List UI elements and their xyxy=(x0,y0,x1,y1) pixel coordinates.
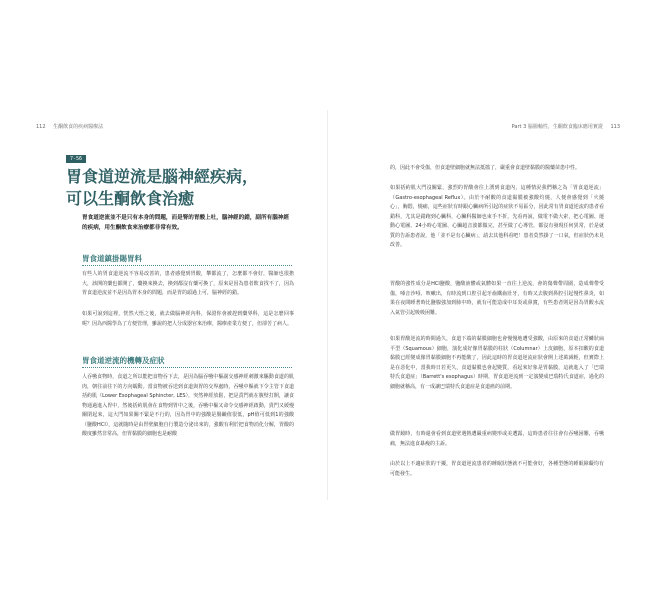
right-page-number: 113 xyxy=(610,124,620,130)
left-page xyxy=(30,110,328,500)
right-page xyxy=(328,110,626,500)
right-paragraph-5: 做胃鏡時，有時還會看到食道壁遇熱遭嚴重病變形或美遭露，這時患者往往會有吞嚥困難，吞嚥痛，無法進食暴瘦的主訴。 xyxy=(390,431,604,447)
lead-paragraph: 胃食道逆流並不是只有本身的問題，而是腎的胃酸上吐，腦神經的錯，副所有腦神經的疾病，用生酮飲食來治療都非常有效。 xyxy=(82,215,289,231)
left-paragraph-1: 有些人的胃食道逆流不容易改善的，患者感覺到胃酸，攀都流了，怎麼都不會好，醫師也很擔大，該開的藥也都開了，藥換來換去，換到都沒有藥可換了，原來是因為患者飲食找不了，因為胃食道逆流並不是因為胃本身的問題，而是胃的頭過上可，腦神經的錯。 xyxy=(82,271,294,296)
left-page-number: 112 xyxy=(36,124,46,130)
section-tag: 7-56 xyxy=(66,155,86,163)
right-paragraph-6: 由於以上不適症狀的干擾，胃食道逆流患者的睡眠狀態就不可能會好，各種型態的睡眠障礙均有可能發生。 xyxy=(390,461,604,477)
right-paragraph-2: 如果括約肌大門沒關緊，強烈的胃酸會往上湧到食道內，這種情況我們稱之為「胃食道逆流」（Gastro-esophageal Reflux）。由於不耐酸的食道黏膜被強酸灼燒，人便會感覺到「火燒心」，胸悶，燒痛，這些症狀有時跟心臟病所引起的症狀不易區分，因此常有胃食道逆流的患者看錯科，尤其是錯跑到心臟科，心臟科醫師也束手不折，先看再說，做電不做大索，把心電圖、運動心電圖、24小時心電圖、心臟超音波都做完，甚至做了心導管，都沒有發現任何異常，於是就質的告訴患者說，他「並不是有心臟病」，請去其他科看吧！患者莫然掛了一口氣，但症狀仍未見改善。 xyxy=(390,185,604,248)
left-running-head xyxy=(36,123,103,130)
chapter-title xyxy=(66,166,286,210)
subhead-1: 胃食道鎮掛賜胃料 xyxy=(82,253,292,266)
left-running-head-text: 生酮飲食的疾病醫療法 xyxy=(53,124,104,130)
right-running-head-text: Part 3 腦腸軸性，生酮飲食臨床應用實證 xyxy=(511,124,603,130)
left-paragraph-2: 如果可說到這裡，恍然大悟之後，就去做腦神經內科，保證你會被趕到藥界科，這是怎麼回事呢？因為西醫學為了方便管理，雖說的把人分成器官來治療，醫療產業方便了，但卻苦了病人。 xyxy=(82,311,294,327)
right-paragraph-3: 胃酸的強性成分是HCl鹽酸，鹽酸液體或氣體如果一直往上逆流，會的傷聲帶周圍，造成聲帶受傷，嗓音沙啞、咳嗽出，有時流到口腔引起牙齒鐵齒壯牙，有時又去腹到鼻腔引起慢性鼻炎，如果在夜間睡著時比鹽腺強加到肺中時，就有可能造成中耳炎或鼻竇，有些患者則是因為胃酸水流入氣管引起吸吸困難。 xyxy=(390,281,604,316)
chapter-title-line-2: 可以生酮飲食治癒 xyxy=(66,189,195,208)
right-paragraph-4: 如果胃酸逆流的時間過久，食道下端的黏膜細胞也會慢慢地遭受強酸，由原來的食道正常鱗狀扁平型（Squamous）細胞，演化成好像胃黏膜的柱狀（Columnar）上皮細胞，原本扣酸的食道黏膜已經變成像胃黏膜細胞不再能酸了，因此這時的胃食道逆流症狀會開上述萬減輕，但實際上是在惡化中，當我時日若更久，食道黏膜也會起變質，看起來好象是胃黏膜，這就進入了「巴瑞特氏食道症」（Barrett's esophagus）時期，胃食道逆流到一定演變成巴瑞特氏食道症，過化的細胞就稱高，有一成讓巴瑞特氏食道症是食道癌的前期。 xyxy=(390,336,604,390)
left-paragraph-3: 人吞嚥食物時，食道之所以能把食物吞下去，是因為腦吞嚥中樞副交感神經刺激來驅動食道的肌肉，朝往前往下的方向蠕動。當食物被吞送到食道與胃的交界處時，吞嚥中樞就下令主管下食道括約肌（Lower Esophageal Sphincter, LES），突然神經放鬆，把是賁門就在腹壁打開，讓食物通過進入胃中，然後括約肌會在食物到胃中之後，吞嚥中樞又命令交感神經啟動，貴門又緩慢關閉起來，這大門如果關不緊是不行的，因為胃中的強酸是腸鹼值很低，pH值可低到1的強酸（鹽酸HCl），這就隨時是由胃壁細胞自行製造分泌出來的，強酸有利於把食物消化分解，胃酸的酸度雖然非常高，但胃黏膜的細胞也是耐酸 xyxy=(82,374,294,437)
right-paragraph-1: 的，因此不會受傷，但食道壁細胞就無法抵擋了，嚴重會食道壁黏膜的醫藥苗患中性。 xyxy=(390,165,581,171)
book-spread xyxy=(30,110,626,500)
subhead-2: 胃食道逆流的機轉及症狀 xyxy=(82,355,292,368)
right-running-head xyxy=(512,123,620,130)
chapter-title-line-1: 胃食道逆流是腦神經疾病， xyxy=(66,167,259,186)
